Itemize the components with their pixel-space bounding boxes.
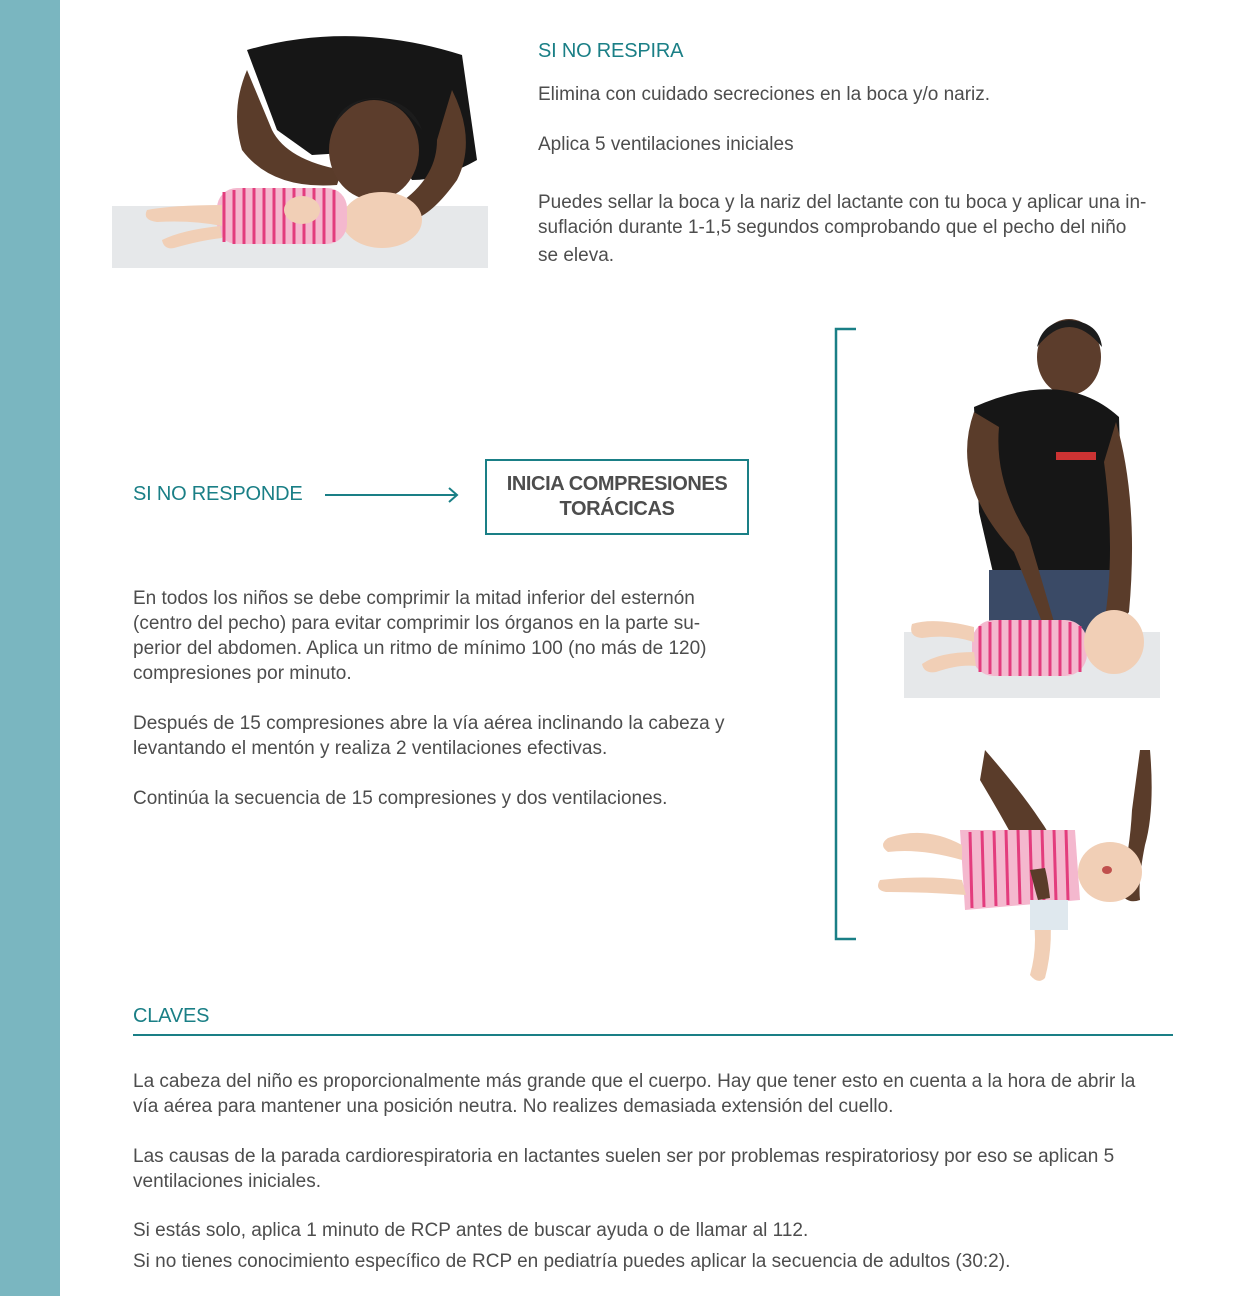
text-line: En todos los niños se debe comprimir la mitad inferior del esternón (133, 588, 695, 609)
text-claves-alone: Si estás solo, aplica 1 minuto de RCP antes de buscar ayuda o de llamar al 112. (133, 1220, 809, 1241)
box-line-2: TORÁCICAS (559, 498, 675, 520)
text-continue-sequence: Continúa la secuencia de 15 compresiones y dos ventilaciones. (133, 788, 668, 809)
text-line: Después de 15 compresiones abre la vía aérea inclinando la cabeza y (133, 713, 725, 734)
start-compressions-box (485, 459, 749, 535)
side-color-band (0, 0, 60, 1296)
photo-compressions-standing (904, 312, 1160, 698)
claves-divider (133, 1034, 1173, 1036)
text-line: (centro del pecho) para evitar comprimir los órganos en la parte su- (133, 613, 701, 634)
text-line: levantando el mentón y realiza 2 ventilaciones efectivas. (133, 738, 608, 759)
text-claves-adult-sequence: Si no tienes conocimiento específico de RCP en pediatría puedes aplicar la secuencia de adultos (30:2). (133, 1251, 1011, 1272)
box-line-1: INICIA COMPRESIONES (506, 473, 728, 495)
text-line: compresiones por minuto. (133, 663, 352, 684)
text-initial-ventilations: Aplica 5 ventilaciones iniciales (538, 134, 794, 155)
text-compression-location (133, 586, 763, 686)
text-line: ventilaciones iniciales. (133, 1171, 321, 1192)
bracket-divider (834, 327, 858, 941)
heading-claves: CLAVES (133, 1005, 210, 1027)
arrow-right-icon (325, 486, 461, 504)
heading-no-response: SI NO RESPONDE (133, 483, 303, 505)
photo-rescue-breaths (112, 30, 488, 268)
text-line: Las causas de la parada cardiorespiratoria en lactantes suelen ser por problemas respiratoriosy por eso se aplican 5 (133, 1146, 1115, 1167)
text-line: La cabeza del niño es proporcionalmente más grande que el cuerpo. Hay que tener esto en cuenta a la hora de abrir la (133, 1071, 1136, 1092)
text-line: vía aérea para mantener una posición neutra. No realizes demasiada extensión del cuello. (133, 1096, 894, 1117)
photo-compressions-hands (870, 750, 1168, 988)
heading-no-breathing: SI NO RESPIRA (538, 40, 684, 62)
text-line: se eleva. (538, 245, 615, 266)
text-claves-head-size (133, 1069, 1193, 1119)
text-remove-secretions: Elimina con cuidado secreciones en la boca y/o nariz. (538, 84, 991, 105)
text-line: perior del abdomen. Aplica un ritmo de mínimo 100 (no más de 120) (133, 638, 707, 659)
text-after-15-compressions (133, 711, 773, 761)
text-seal-mouth-nose (538, 190, 1163, 268)
text-line: suflación durante 1-1,5 segundos comprobando que el pecho del niño (538, 217, 1127, 238)
text-claves-causes (133, 1144, 1193, 1194)
text-line: Puedes sellar la boca y la nariz del lactante con tu boca y aplicar una in- (538, 192, 1147, 213)
